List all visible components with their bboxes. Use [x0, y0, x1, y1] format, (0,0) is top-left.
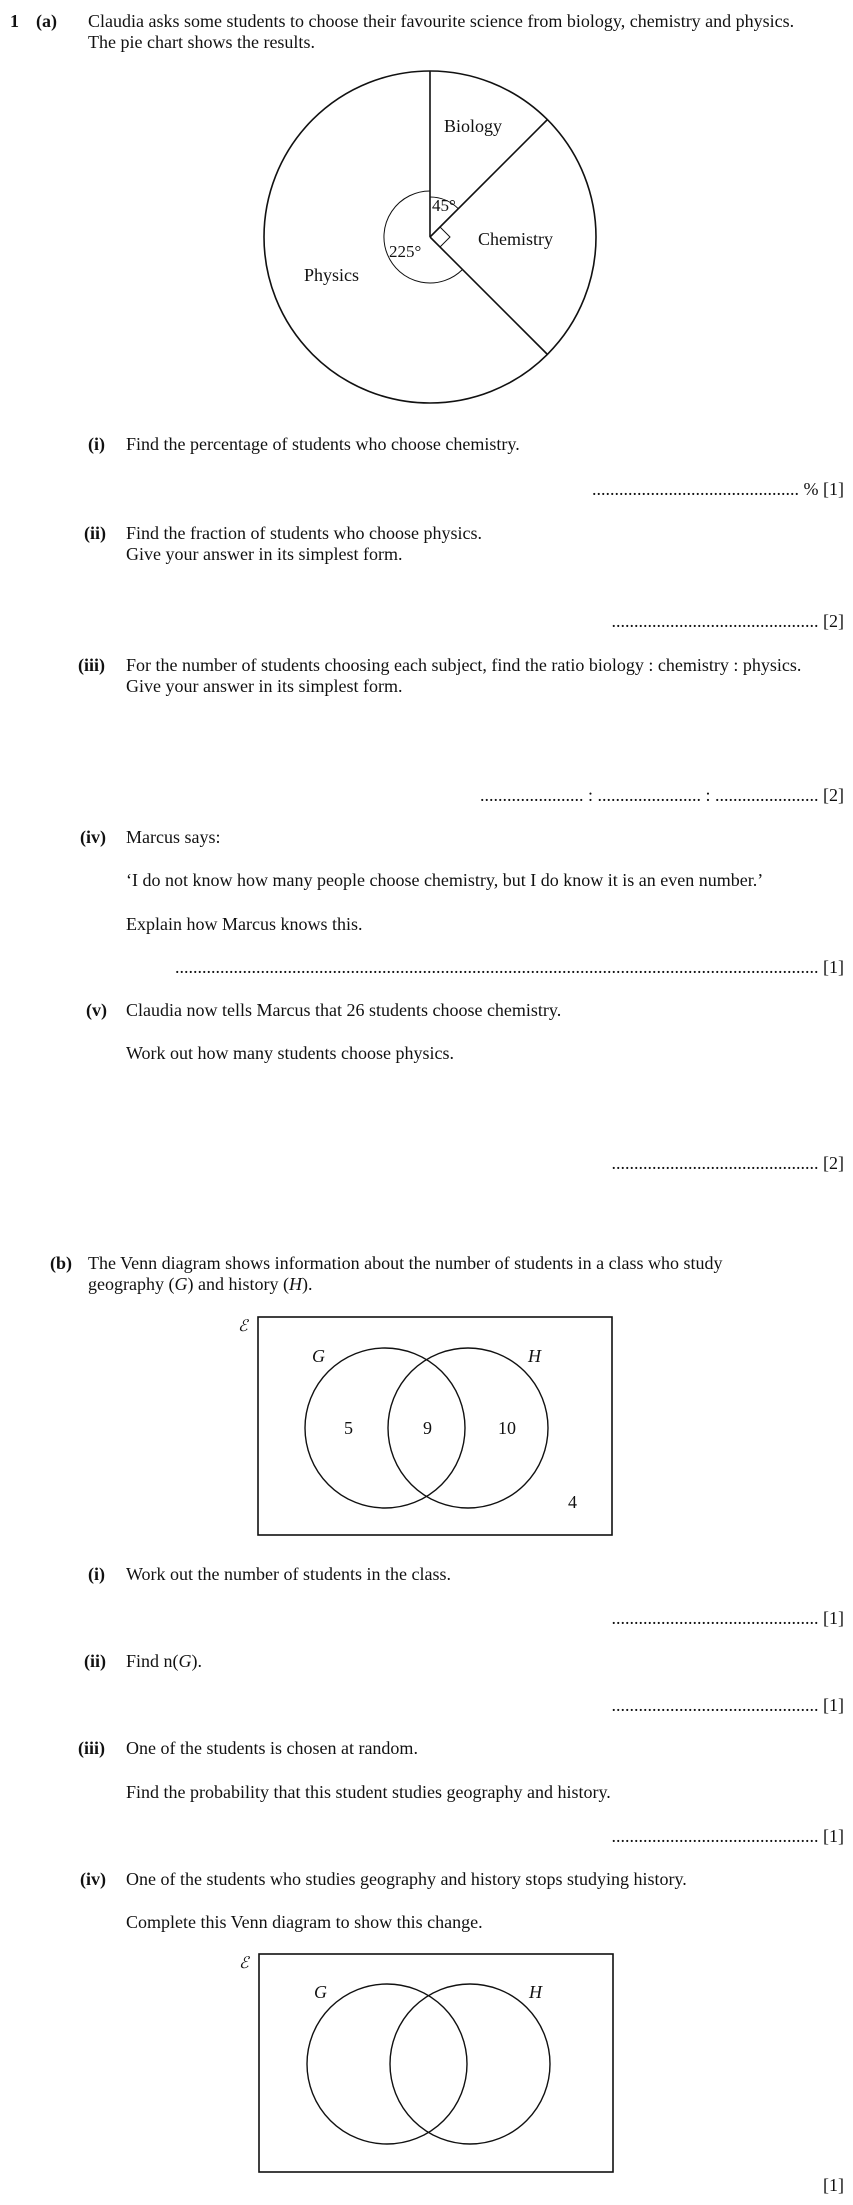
- part-a-q3-line2: Give your answer in its simplest form.: [126, 676, 403, 696]
- set-g-label-blank: G: [314, 1982, 327, 2002]
- part-a-q1-label: (i): [88, 434, 105, 454]
- angle-label-physics: 225°: [389, 242, 422, 261]
- part-a-q5-line2: Work out how many students choose physics.: [126, 1043, 455, 1063]
- question-number: 1: [10, 11, 19, 31]
- angle-label-biology: 45°: [432, 196, 456, 215]
- part-b-intro-line2: geography (G) and history (H).: [88, 1274, 313, 1294]
- pie-radius-lower-right: [430, 237, 547, 354]
- part-a-q4-quote: ‘I do not know how many people choose chemistry, but I do know it is an even number.’: [126, 870, 764, 890]
- region-both: 9: [423, 1418, 432, 1438]
- part-a-intro-line2: The pie chart shows the results.: [88, 32, 315, 52]
- part-b-q1-text: Work out the number of students in the class.: [126, 1564, 451, 1584]
- part-b-q4-label: (iv): [80, 1869, 106, 1889]
- part-a-q3-label: (iii): [78, 655, 105, 675]
- answer-line-a-iii[interactable]: ....................... : ....................... : ....................... [2]: [480, 785, 844, 805]
- answer-line-a-iv[interactable]: ............................................................................................................................................... [1]: [175, 957, 844, 977]
- universal-set-box-blank: [259, 1954, 613, 2172]
- region-outside: 4: [568, 1492, 577, 1512]
- part-a-q4-line3: Explain how Marcus knows this.: [126, 914, 363, 934]
- set-h-circle-blank: [390, 1984, 550, 2144]
- part-b-q3-line2: Find the probability that this student studies geography and history.: [126, 1782, 611, 1802]
- part-a-q3-line1: For the number of students choosing each subject, find the ratio biology : chemistry : physics.: [126, 655, 802, 675]
- set-h-label-blank: H: [529, 1982, 542, 2002]
- part-b-q2-label: (ii): [84, 1651, 106, 1671]
- venn-diagram: [0, 1300, 853, 1550]
- set-h-label: H: [528, 1346, 541, 1366]
- mark-b-iv: [1]: [823, 2175, 844, 2195]
- part-b-label: (b): [50, 1253, 72, 1273]
- part-a-intro-line1: Claudia asks some students to choose their favourite science from biology, chemistry and physics.: [88, 11, 795, 31]
- set-h-circle: [388, 1348, 548, 1508]
- answer-line-a-v[interactable]: .............................................. [2]: [611, 1153, 844, 1173]
- part-a-label: (a): [36, 11, 57, 31]
- right-angle-marker: [440, 227, 450, 247]
- answer-line-b-ii[interactable]: .............................................. [1]: [611, 1695, 844, 1715]
- part-b-q1-label: (i): [88, 1564, 105, 1584]
- set-g-circle-blank: [307, 1984, 467, 2144]
- pie-label-biology: Biology: [444, 116, 503, 136]
- part-a-q2-label: (ii): [84, 523, 106, 543]
- region-only-h: 10: [498, 1418, 516, 1438]
- answer-line-a-i[interactable]: .............................................. % [1]: [592, 479, 844, 499]
- part-b-q4-line1: One of the students who studies geography and history stops studying history.: [126, 1869, 687, 1889]
- part-a-q5-label: (v): [86, 1000, 107, 1020]
- part-a-q2-line2: Give your answer in its simplest form.: [126, 544, 403, 564]
- pie-radius-upper-right: [430, 120, 547, 237]
- answer-line-b-i[interactable]: .............................................. [1]: [611, 1608, 844, 1628]
- part-a-q1-text: Find the percentage of students who choose chemistry.: [126, 434, 520, 454]
- venn-diagram-blank[interactable]: [0, 1940, 853, 2180]
- answer-line-b-iii[interactable]: .............................................. [1]: [611, 1826, 844, 1846]
- pie-label-chemistry: Chemistry: [478, 229, 553, 249]
- part-a-q2-line1: Find the fraction of students who choose physics.: [126, 523, 482, 543]
- pie-label-physics: Physics: [304, 265, 360, 285]
- set-g-label: G: [312, 1346, 325, 1366]
- answer-line-a-ii[interactable]: .............................................. [2]: [611, 611, 844, 631]
- part-b-q4-line2: Complete this Venn diagram to show this change.: [126, 1912, 483, 1932]
- part-a-q4-label: (iv): [80, 827, 106, 847]
- universal-symbol: ℰ: [238, 1318, 248, 1335]
- part-a-q5-line1: Claudia now tells Marcus that 26 students choose chemistry.: [126, 1000, 562, 1020]
- set-g-circle: [305, 1348, 465, 1508]
- pie-chart: [0, 0, 853, 420]
- universal-symbol-blank: ℰ: [239, 1955, 249, 1972]
- part-a-q4-line1: Marcus says:: [126, 827, 221, 847]
- part-b-q3-label: (iii): [78, 1738, 105, 1758]
- part-b-q3-line1: One of the students is chosen at random.: [126, 1738, 418, 1758]
- part-b-q2-text: Find n(G).: [126, 1651, 203, 1671]
- region-only-g: 5: [344, 1418, 353, 1438]
- part-b-intro-line1: The Venn diagram shows information about the number of students in a class who study: [88, 1253, 723, 1273]
